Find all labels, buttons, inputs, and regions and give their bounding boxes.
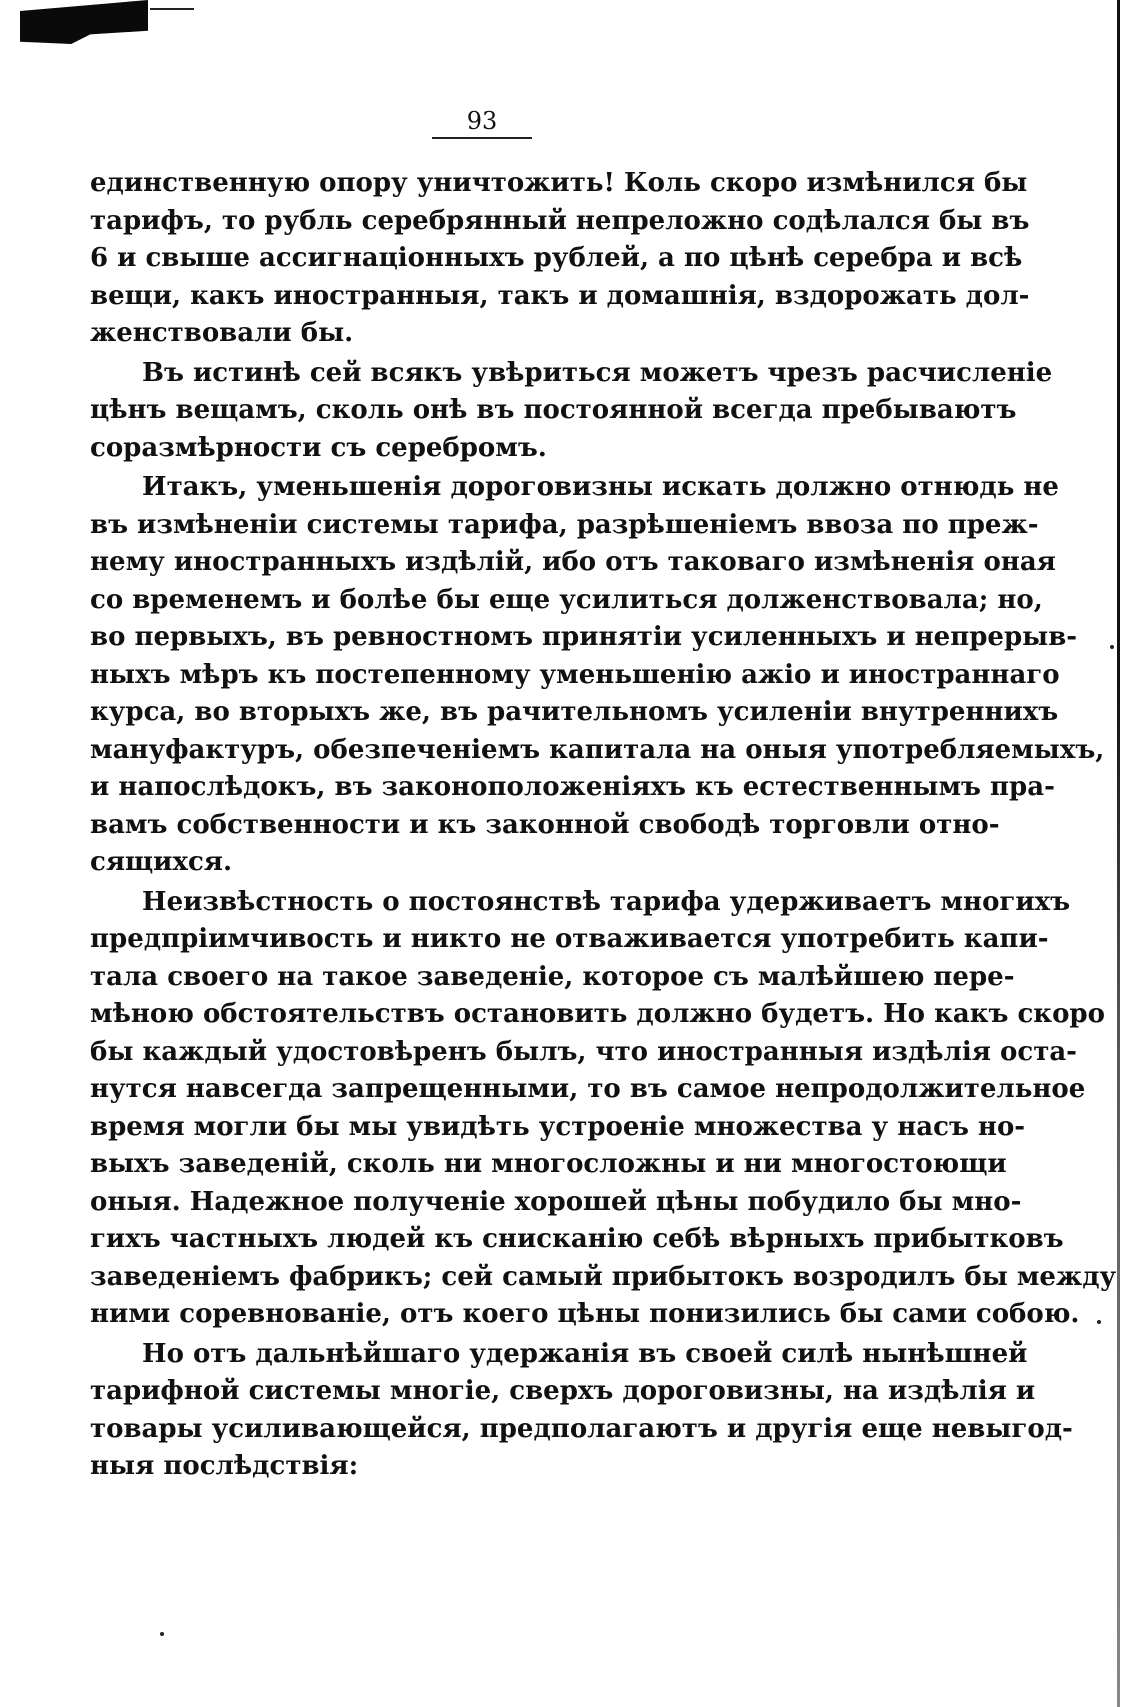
scan-artifact-dot xyxy=(1110,645,1114,649)
paragraph-5 xyxy=(90,1336,1073,1486)
text-line: Въ истинѣ сей всякъ увѣриться можетъ чрезъ расчисленіе xyxy=(142,357,1053,388)
text-line: единственную опору уничтожить! Коль скоро измѣнился бы xyxy=(90,168,1028,198)
text-line: вамъ собственности и къ законной свободѣ торговли отно- xyxy=(90,809,1000,840)
text-line: Итакъ, уменьшенія дороговизны искать должно отнюдь не xyxy=(142,472,1059,502)
text-line: ныя послѣдствія: xyxy=(90,1451,359,1481)
text-line: во первыхъ, въ ревностномъ принятіи усиленныхъ и непрерыв- xyxy=(90,622,1078,652)
paragraph-1 xyxy=(90,165,1030,353)
text-line: тарифной системы многіе, сверхъ дороговизны, на издѣлія и xyxy=(90,1376,1036,1406)
text-line: выхъ заведеній, сколь ни многосложны и ни многостоющи xyxy=(90,1149,1007,1179)
text-column xyxy=(90,165,1117,1488)
text-line: Неизвѣстность о постоянствѣ тарифа удерживаетъ многихъ xyxy=(142,886,1071,917)
text-line: цѣнъ вещамъ, сколь онѣ въ постоянной всегда пребываютъ xyxy=(90,395,1017,425)
text-line: соразмѣрности съ серебромъ. xyxy=(90,432,547,463)
text-line: тала своего на такое заведеніе, которое съ малѣйшею пере- xyxy=(90,961,1015,992)
text-line: женствовали бы. xyxy=(90,318,354,348)
text-line: Но отъ дальнѣйшаго удержанія въ своей силѣ нынѣшней xyxy=(142,1338,1028,1369)
text-line: и напослѣдокъ, въ законоположеніяхъ къ естественнымъ пра- xyxy=(90,772,1055,802)
text-line: бы каждый удостовѣренъ былъ, что иностранныя издѣлія оста- xyxy=(90,1036,1077,1067)
scan-artifact-rule xyxy=(150,8,194,10)
text-line: нутся навсегда запрещенными, то въ самое непродолжительное xyxy=(90,1074,1086,1104)
scan-artifact-edge xyxy=(1117,0,1120,1707)
text-line: тарифъ, то рубль серебрянный непреложно содѣлался бы въ xyxy=(90,205,1030,236)
text-line: въ измѣненіи системы тарифа, разрѣшеніемъ ввоза по преж- xyxy=(90,509,1039,540)
text-line: гихъ частныхъ людей къ снисканію себѣ вѣрныхъ прибытковъ xyxy=(90,1224,1064,1254)
paragraph-3 xyxy=(90,469,1105,882)
text-line: ними соревнованіе, отъ коего цѣны понизились бы сами собою. xyxy=(90,1299,1080,1329)
scan-artifact-dot xyxy=(160,1632,164,1636)
scan-artifact-dot xyxy=(1097,1320,1101,1324)
text-line: сящихся. xyxy=(90,847,233,877)
page-number-rule xyxy=(432,137,532,139)
text-line: курса, во вторыхъ же, въ рачительномъ усиленіи внутреннихъ xyxy=(90,697,1059,727)
paragraph-2 xyxy=(90,355,1053,468)
text-line: предпріимчивость и никто не отваживается употребить капи- xyxy=(90,924,1049,954)
text-line: нему иностранныхъ издѣлій, ибо отъ таковаго измѣненія оная xyxy=(90,547,1056,577)
page-number: 93 xyxy=(466,107,498,135)
text-line: товары усиливающейся, предполагаютъ и другія еще невыгод- xyxy=(90,1413,1073,1444)
scan-artifact-blot xyxy=(20,0,148,44)
text-line: заведеніемъ фабрикъ; сей самый прибытокъ возродилъ бы между xyxy=(90,1261,1117,1292)
text-line: время могли бы мы увидѣть устроеніе множества у насъ но- xyxy=(90,1111,1026,1142)
paragraph-4 xyxy=(90,884,1117,1334)
text-line: ныхъ мѣръ къ постепенному уменьшенію ажіо и иностраннаго xyxy=(90,659,1060,690)
text-line: мѣною обстоятельствъ остановить должно будетъ. Но какъ скоро xyxy=(90,999,1105,1029)
text-line: со временемъ и болѣе бы еще усилиться долженствовала; но, xyxy=(90,584,1043,615)
text-line: 6 и свыше ассигнаціонныхъ рублей, а по цѣнѣ серебра и всѣ xyxy=(90,243,1023,273)
text-line: оныя. Надежное полученіе хорошей цѣны побудило бы мно- xyxy=(90,1186,1022,1217)
text-line: вещи, какъ иностранныя, такъ и домашнія, вздорожать дол- xyxy=(90,280,1030,311)
text-line: мануфактуръ, обезпеченіемъ капитала на оныя употребляемыхъ, xyxy=(90,734,1105,765)
